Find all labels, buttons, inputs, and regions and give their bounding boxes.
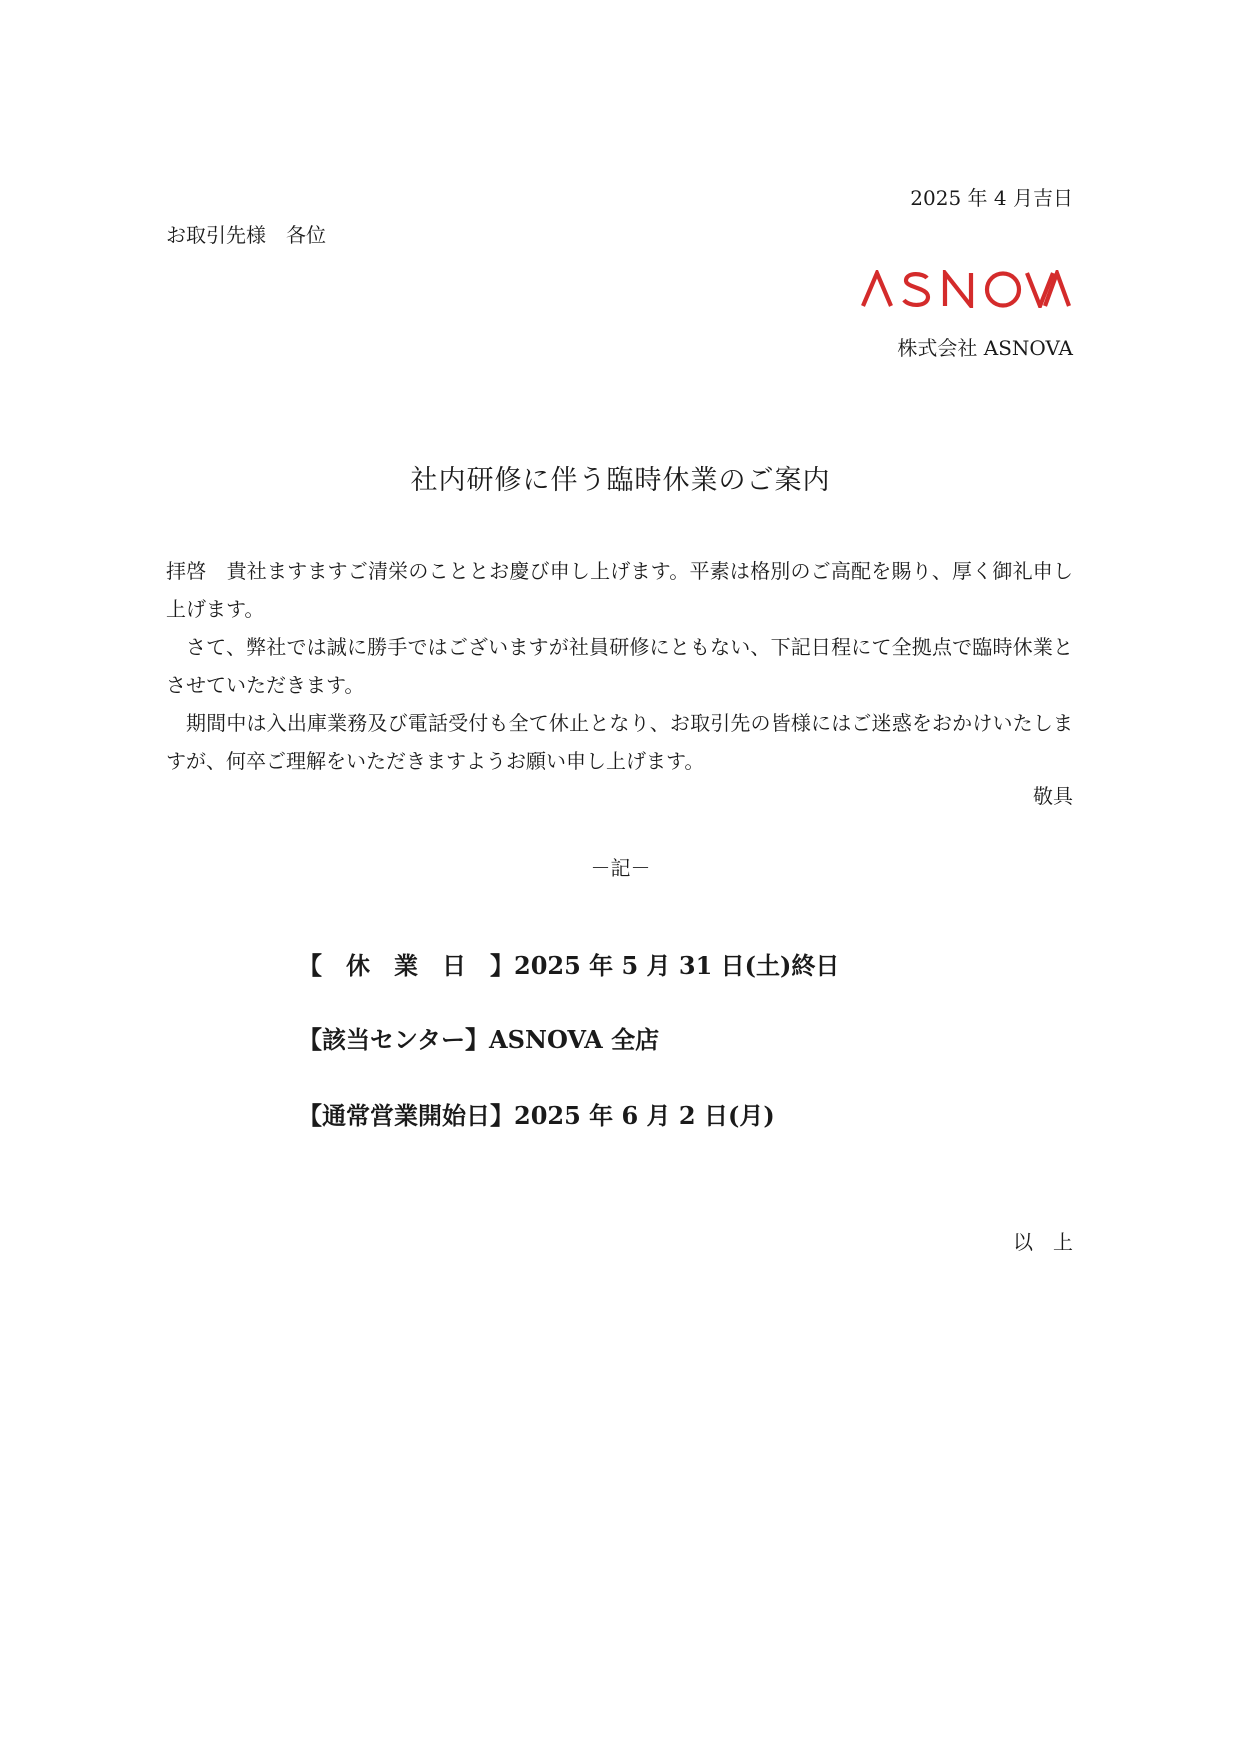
resume-detail	[298, 1096, 775, 1131]
resume-label: 【通常営業開始日】	[298, 1101, 514, 1130]
asnova-logo	[861, 270, 1071, 308]
notice-paragraph: さて、弊社では誠に勝手ではございますが社員研修にともない、下記日程にて全拠点で臨時休業とさせていただきます。	[166, 635, 1073, 697]
document-title: 社内研修に伴う臨時休業のご案内	[410, 465, 831, 496]
body-text	[166, 552, 1073, 780]
holiday-value: 2025 年 5 月 31 日(土)終日	[514, 951, 840, 980]
ki-marker: －記－	[590, 856, 651, 880]
closing-keigu: 敬具	[1033, 784, 1073, 808]
holiday-detail	[298, 946, 839, 981]
center-value: ASNOVA 全店	[489, 1025, 660, 1054]
holiday-label: 【 休 業 日 】	[298, 951, 514, 980]
issue-date: 2025 年 4 月吉日	[910, 186, 1073, 210]
center-detail	[298, 1020, 659, 1055]
end-mark: 以 上	[1013, 1230, 1073, 1254]
greeting-paragraph: 拝啓 貴社ますますご清栄のこととお慶び申し上げます。平素は格別のご高配を賜り、厚く御礼申し上げます。	[166, 559, 1073, 621]
company-name: 株式会社 ASNOVA	[897, 336, 1073, 360]
recipient: お取引先様 各位	[166, 223, 326, 247]
apology-paragraph: 期間中は入出庫業務及び電話受付も全て休止となり、お取引先の皆様にはご迷惑をおかけいたしますが、何卒ご理解をいただきますようお願い申し上げます。	[166, 711, 1073, 773]
resume-value: 2025 年 6 月 2 日(月)	[514, 1101, 775, 1130]
center-label: 【該当センター】	[298, 1025, 490, 1054]
